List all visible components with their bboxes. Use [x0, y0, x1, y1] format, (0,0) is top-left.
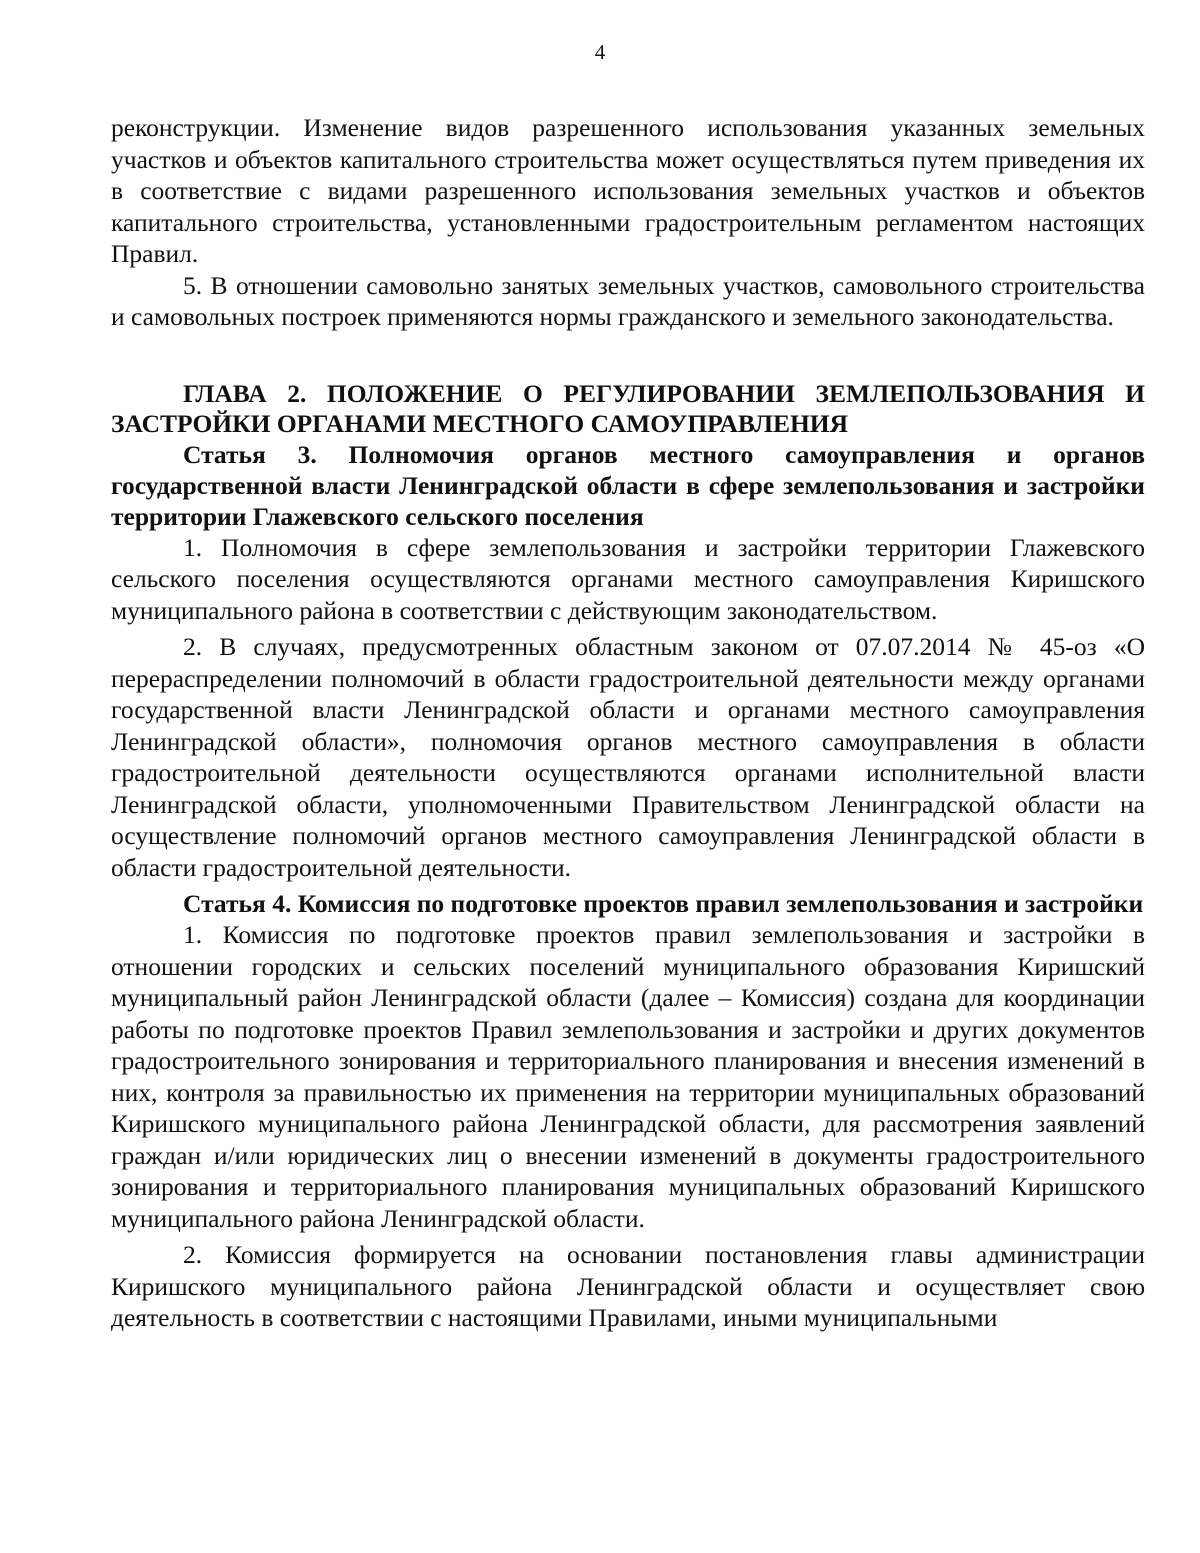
- article-3-heading: Статья 3. Полномочия органов местного самоуправления и органов государственной власти Ленинградской области в сфере землепользования и застройки территории Глажевского сельского поселения: [111, 439, 1145, 531]
- article-4-item-2: 2. Комиссия формируется на основании постановления главы администрации Киришского муниципального района Ленинградской области и осуществляет свою деятельность в соответствии с настоящими Правилами, иными муниципальными: [111, 1240, 1145, 1332]
- article-4-heading: Статья 4. Комиссия по подготовке проектов правил землепользования и застройки: [183, 889, 1144, 918]
- chapter-2-heading: ГЛАВА 2. ПОЛОЖЕНИЕ О РЕГУЛИРОВАНИИ ЗЕМЛЕПОЛЬЗОВАНИЯ И ЗАСТРОЙКИ ОРГАНАМИ МЕСТНОГО САМОУПРАВЛЕНИЯ: [111, 378, 1145, 438]
- page-number: 4: [594, 40, 606, 64]
- article-4-item-1: 1. Комиссия по подготовке проектов правил землепользования и застройки в отношении городских и сельских поселений муниципального образования Киришский муниципальный район Ленинградской области (далее – Комиссия) создана для координации работы по подготовке проектов Правил землепользования и застройки и других документов градостроительного зонирования и территориального планирования и внесения изменений в них, контроля за правильностью их применения на территории муниципальных образований Киришского муниципального района Ленинградской области, для рассмотрения заявлений граждан и/или юридических лиц о внесении изменений в документы градостроительного зонирования и территориального планирования муниципальных образований Киришского муниципального района Ленинградской области.: [111, 920, 1145, 1233]
- page-content: [111, 112, 1145, 1334]
- article-3-item-1: 1. Полномочия в сфере землепользования и застройки территории Глажевского сельского поселения осуществляются органами местного самоуправления Киришского муниципального района в соответствии с действующим законодательством.: [111, 532, 1145, 625]
- article-3-item-2: 2. В случаях, предусмотренных областным законом от 07.07.2014 № 45-оз «О перераспределении полномочий в области градостроительной деятельности между органами государственной власти Ленинградской области и органами местного самоуправления Ленинградской области», полномочия органов местного самоуправления в области градостроительной деятельности осуществляются органами исполнительной власти Ленинградской области, уполномоченными Правительством Ленинградской области на осуществление полномочий органов местного самоуправления Ленинградской области в области градостроительной деятельности.: [111, 632, 1145, 882]
- paragraph-item-5: 5. В отношении самовольно занятых земельных участков, самовольного строительства и самовольных построек применяются нормы гражданского и земельного законодательства.: [111, 270, 1145, 331]
- paragraph-continuation: реконструкции. Изменение видов разрешенного использования указанных земельных участков и объектов капитального строительства может осуществляться путем приведения их в соответствие с видами разрешенного использования земельных участков и объектов капитального строительства, установленными градостроительным регламентом настоящих Правил.: [111, 113, 1145, 268]
